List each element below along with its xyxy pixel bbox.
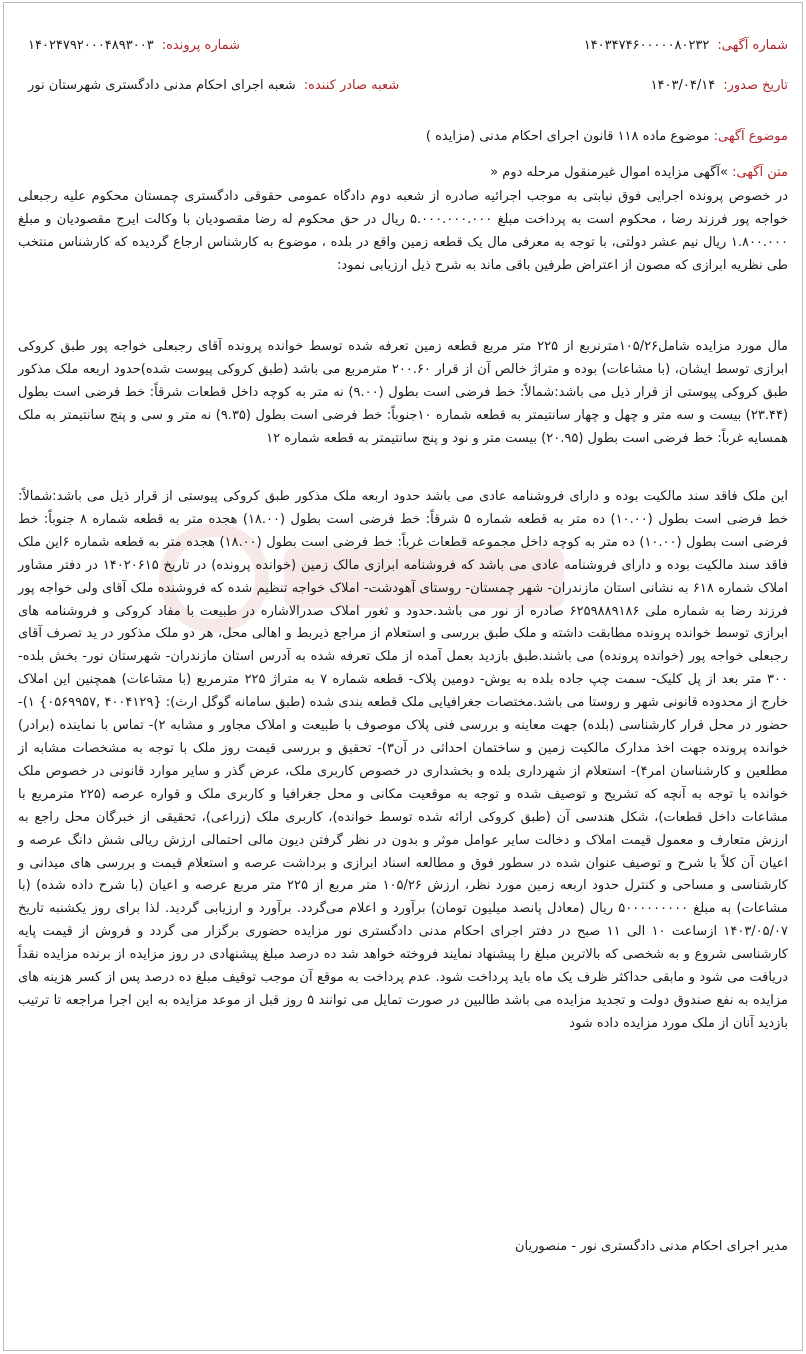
case-number-field	[28, 36, 240, 56]
notice-page	[3, 2, 803, 1351]
issue-date-label: تاریخ صدور:	[723, 78, 788, 93]
case-number-value: ۱۴۰۲۴۷۹۲۰۰۰۴۸۹۳۰۰۳	[28, 38, 154, 53]
ad-text-label: متن آگهی:	[732, 165, 788, 180]
signature: مدیر اجرای احکام مدنی دادگستری نور - منصوریان	[514, 1239, 788, 1254]
subject-value: موضوع ماده ۱۱۸ قانون اجرای احکام مدنی (مزایده )	[425, 129, 710, 144]
ad-number-value: ۱۴۰۳۴۷۴۶۰۰۰۰۰۸۰۲۳۲	[583, 38, 710, 53]
ad-text-line	[18, 163, 788, 183]
body-paragraph-3: این ملک فاقد سند مالکیت بوده و دارای فروشنامه عادی می باشد حدود اربعه ملک مذکور طبق کروکی پیوستی از قرار ذیل می باشد:شمالاً: خط فرضی است بطول (۱۰.۰۰) ده متر به قطعه شماره ۵ شرقاً: خط فرضی است بطول (۱۸.۰۰) هجده متر به قطعه شماره ۸ جنوباً: خط فرضی است بطول (۱۰.۰۰) ده متر به کوچه داخل مجموعه قطعات غرباً: خط فرضی است بطول (۱۸.۰۰) هجده متر به قطعه شماره ۶این ملک فاقد سند مالکیت بوده و دارای فروشنامه عادی می باشد که فروشنامه ابرازی مالک زمین (خوانده پرونده) در تاریخ ۱۴۰۲۰۶۱۵ در دفتر مشاور املاک شماره ۶۱۸ به نشانی استان مازندران- شهر چمستان- روستای آهودشت- املاک خواجه تنظیم شده که فروشنده ملک آقای ولی خواجه پور فرزند رضا به شماره ملی ۶۲۵۹۸۸۹۱۸۶ صادره از نور می باشد.حدود و ثغور املاک صدرالاشاره در طبیعت با مفاد کروکی و فروشنامه های ابرازی توسط خوانده پرونده مطابقت داشته و ملک طبق بررسی و استعلام از مراجع ذیربط و اهالی محل، هر دو ملک مذکور در ید تصرف آقای رجبعلی خواجه پور (خوانده پرونده) می باشند.طبق بازدید بعمل آمده از ملک تعرفه شده به آدرس استان مازندران- شهرستان نور- بخش بلده- ۳۰۰ متر بعد از پل کلیک- سمت چپ جاده بلده به یوش- دومین پلاک- قطعه شماره ۷ به متراژ ۲۲۵ مترمربع (با مشاعات) همچنین این املاک خارج از محدوده قانونی شهر و روستا می باشد.مختصات جغرافیایی ملک قطعه بندی شده (طبق سامانه گوگل ارث): {۴۰۰۴۱۲۹ ,۰۵۶۹۹۵۷} ۱)- حضور در محل قرار کارشناسی (بلده) جهت معاینه و بررسی فنی پلاک موصوف با طبیعت و املاک مجاور و مشابه ۲)- تماس با نماینده (برادر) خوانده پرونده جهت اخذ مدارک مالکیت زمین و ساختمان احداثی در آن۳)- تحقیق و بررسی قیمت روز ملک با توجه به مشخصات مشابه از مطلعین و کارشناسان امر۴)- استعلام از شهرداری بلده و بخشداری در خصوص کاربری ملک، عرض گذر و سایر موارد قانونی در خصوص ملک خوانده با توجه به آنچه که تشریح و توصیف شده و توجه به موقعیت مکانی و محل جغرافیا و کاربری ملک و قواره عرصه (۲۲۵ مترمربع با مشاعات داخل قطعات)، شکل هندسی آن (طبق کروکی ارائه شده توسط خوانده)، کاربری ملک (زراعی)، تحقیقی از خبرگان محل راجع به ارزش متعارف و معمول قیمت املاک و دخالت سایر عوامل موثر و بدون در نظر گرفتن دیون مالی احتمالی ارزش ریالی شش دانگ عرصه و اعیان آن کلاً با شرح و توصیف عنوان شده در سطور فوق و مطالعه اسناد ابرازی و برداشت عرصه و استعلام قیمت و بررسی های میدانی و کارشناسی و مساحی و کنترل حدود اربعه زمین مورد نظر، ارزش ۱۰۵/۲۶ متر مربع از ۲۲۵ متر مربع عرصه و اعیان (با شرح داده شده) (با مشاعات) به مبلغ ۵۰۰۰۰۰۰۰۰۰ ریال (معادل پانصد میلیون تومان) برآورد و اعلام می‌گردد. برآورد و ارزیابی گردید. لذا برای روز یکشنبه تاریخ ۱۴۰۳/۰۵/۰۷ ازساعت ۱۰ الی ۱۱ صبح در دفتر اجرای احکام مدنی دادگستری نور مزایده حضوری برگزار می گردد و فروش از قیمت پایه کارشناسی شروع و به شخصی که بالاترین مبلغ را پیشنهاد نمایند فروخته خواهد شد ده درصد مبلغ پیشنهادی در روز مزایده از برنده مزایده نقداً دریافت می شود و مابقی حداکثر ظرف یک ماه باید پرداخت شود. عدم پرداخت به موقع آن موجب توقیف مبلغ ده درصد پس از کسر هزینه های مزایده به نفع صندوق دولت و تجدید مزایده می باشد طالبین در صورت تمایل می توانند ۵ روز قبل از موعد مزایده به این اجرا مراجعه تا ترتیب بازدید آنان از ملک مورد مزایده داده شود	[18, 489, 789, 1031]
ad-number-label: شماره آگهی:	[717, 38, 788, 53]
case-number-label: شماره پرونده:	[161, 38, 240, 53]
body-paragraph-1: در خصوص پرونده اجرایی فوق نیابتی به موجب اجرائیه صادره از شعبه دوم دادگاه عمومی حقوقی دادگستری چمستان محکوم علیه رجبعلی خواجه پور فرزند رضا ، محکوم است به پرداخت مبلغ ۵.۰۰۰.۰۰۰.۰۰۰ ریال در حق محکوم له رضا مقصودیان با وکالت ایرج مقصودیان و مبلغ ۱.۸۰۰.۰۰۰ ریال نیم عشر دولتی، با توجه به معرفی مال یک قطعه زمین واقع در بلده ، موضوع به کارشناس ارجاع گردیده که کارشناس منتخب طی نظریه ابرازی که مصون از اعتراض طرفین باقی ماند به شرح ذیل ارزیابی نمود:	[18, 189, 788, 273]
issuer-value: شعبه اجرای احکام مدنی دادگستری شهرستان نور	[28, 78, 296, 93]
issue-date-field	[651, 76, 788, 96]
issuer-label: شعبه صادر کننده:	[303, 78, 400, 93]
ad-text-title: »آگهی مزایده اموال غیرمنقول مرحله دوم «	[490, 165, 728, 180]
header-row-1	[4, 36, 802, 56]
subject-label: موضوع آگهی:	[713, 129, 788, 144]
subject-line	[18, 127, 788, 147]
ad-number-field	[584, 36, 788, 56]
header-row-2	[4, 76, 802, 96]
issue-date-value: ۱۴۰۳/۰۴/۱۴	[650, 78, 716, 93]
body-paragraph-2: مال مورد مزایده شامل۱۰۵/۲۶مترنربع از ۲۲۵ متر مربع قطعه زمین تعرفه شده توسط خوانده پرونده آقای رجبعلی خواجه پور طبق کروکی ابرازی توسط ایشان، (با مشاعات) بوده و متراژ خالص آن از قرار ۲۰۰.۶۰ مترمربع می باشد (طبق کروکی پیوست شده)حدود اربعه ملک مذکور طبق کروکی پیوستی از قرار ذیل می باشد:شمالاً: خط فرضی است بطول (۹.۰۰) نه متر به کوچه داخل قطعات شرقاً: خط فرضی است بطول (۲۳.۴۴) بیست و سه متر و چهل و چهار سانتیمتر به قطعه شماره ۱۰جنوباً: خط فرضی است بطول (۹.۳۵) نه متر و سی و پنج سانتیمتر به ملک همسایه غرباً: خط فرضی است بطول (۲۰.۹۵) بیست متر و نود و پنج سانتیمتر به قطعه شماره ۱۲	[18, 339, 789, 446]
issuer-field	[28, 76, 399, 96]
